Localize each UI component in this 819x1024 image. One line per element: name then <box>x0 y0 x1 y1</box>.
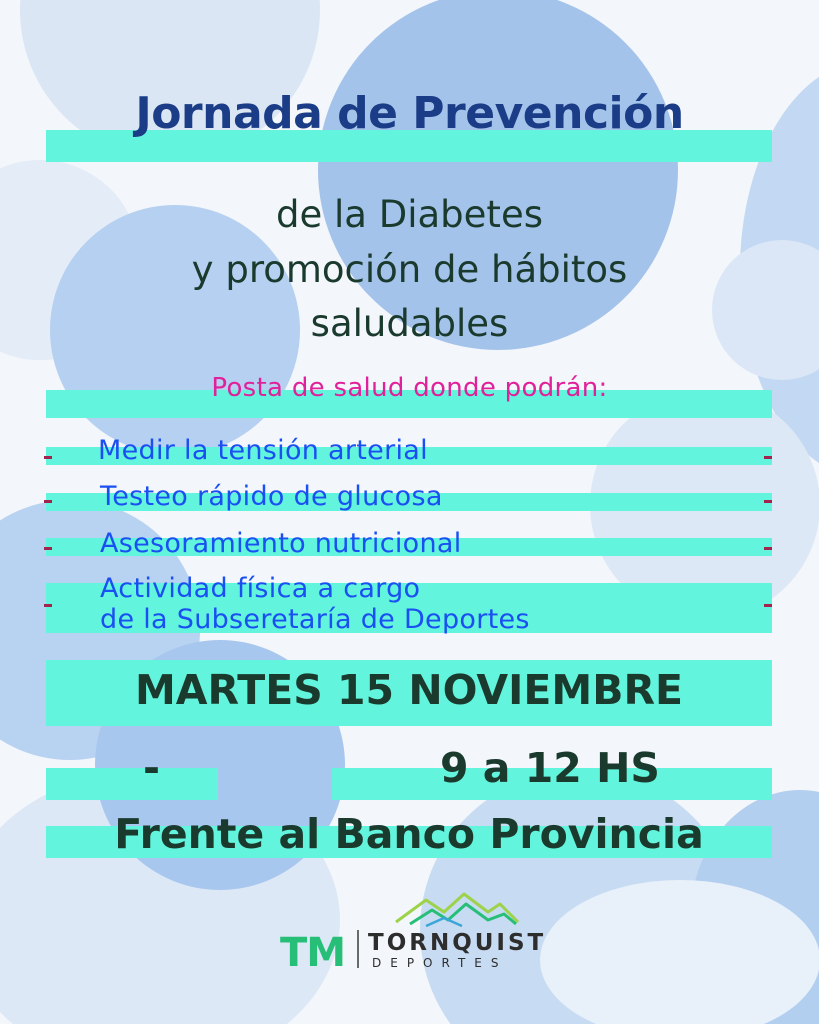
logo-subname: DEPORTES <box>372 956 508 970</box>
intro-text: Posta de salud donde podrán: <box>211 373 608 403</box>
event-title: Jornada de Prevención <box>135 88 684 139</box>
list-item: de la Subseretaría de Deportes <box>100 604 530 635</box>
bullet-dash <box>764 604 772 607</box>
bullet-dash <box>44 604 52 607</box>
event-time: 9 a 12 HS <box>440 744 660 792</box>
subtitle-line: saludables <box>310 302 509 345</box>
bullet-dash <box>44 456 52 459</box>
bg-bubble <box>318 0 678 350</box>
event-location: Frente al Banco Provincia <box>114 810 704 858</box>
logo-divider <box>357 930 359 968</box>
bg-bubble <box>540 880 819 1024</box>
bullet-dash <box>44 500 52 503</box>
list-item: Asesoramiento nutricional <box>100 528 462 559</box>
bullet-dash <box>44 547 52 550</box>
mountain-icon <box>392 888 522 928</box>
list-item: Medir la tensión arterial <box>98 435 428 466</box>
event-date: MARTES 15 NOVIEMBRE <box>134 666 684 714</box>
list-item: Testeo rápido de glucosa <box>100 481 443 512</box>
subtitle-line: de la Diabetes <box>276 193 543 236</box>
highlight-band <box>46 768 218 800</box>
subtitle-line: y promoción de hábitos <box>191 248 628 291</box>
bullet-dash <box>764 500 772 503</box>
time-dash: - <box>143 744 161 792</box>
logo-initials: TM <box>280 930 346 976</box>
bullet-dash <box>764 456 772 459</box>
bullet-dash <box>764 547 772 550</box>
logo-name: TORNQUIST <box>368 930 547 956</box>
list-item: Actividad física a cargo <box>100 573 421 604</box>
